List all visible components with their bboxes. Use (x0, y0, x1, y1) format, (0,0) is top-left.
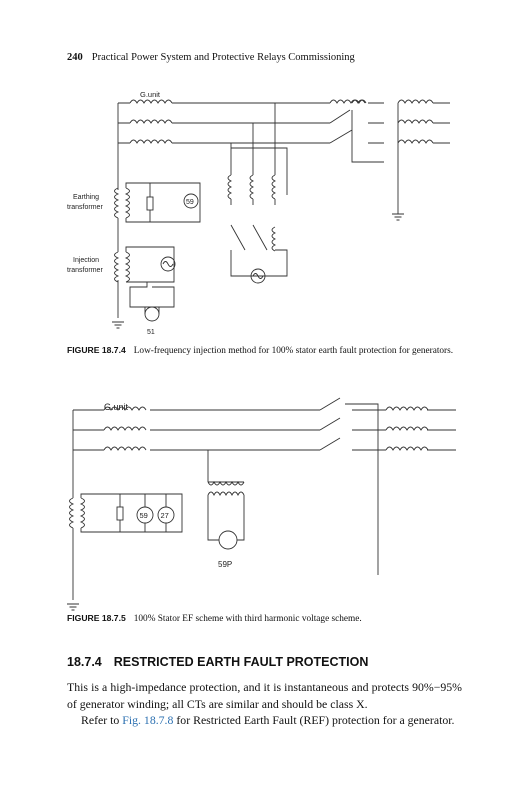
phase-line-3 (118, 140, 450, 143)
vt-connections (231, 103, 287, 195)
resistor (147, 197, 153, 210)
figure-low-frequency-injection-diagram (0, 80, 531, 345)
section-heading (67, 655, 368, 669)
paragraph-2 (67, 712, 462, 729)
relay-51-label: 51 (147, 329, 155, 336)
paragraph-2-text: Refer to (81, 713, 123, 728)
breaker-switches (330, 110, 384, 162)
body-text (67, 679, 462, 729)
running-title: Practical Power System and Protective Relays Commissioning (91, 52, 355, 63)
resistor-2 (117, 507, 123, 520)
relay-51-circle (145, 307, 159, 321)
injection-label-2: transformer (67, 267, 103, 274)
neutral-transformer (70, 498, 74, 528)
vt-windings (228, 175, 275, 199)
section-title: RESTRICTED EARTH FAULT PROTECTION (113, 655, 369, 669)
relay-59p-circle (219, 531, 237, 549)
page-number: 240 (67, 52, 83, 63)
paragraph-2-text-end: for Restricted Earth Fault (REF) protection for a generator. (173, 713, 455, 728)
gen-unit-label: G.unit (140, 90, 161, 99)
earthing-transformer-primary (115, 188, 119, 218)
left-earth (112, 280, 124, 328)
relay-59-label: 59 (186, 199, 194, 206)
figure-label-2: FIGURE 18.7.5 (67, 613, 126, 623)
relay-27-label: 27 (160, 511, 169, 520)
gen-unit-label-2: G.unit (104, 402, 129, 412)
earthing-label: Earthing (73, 194, 100, 201)
section-number: 18.7.4 (67, 655, 102, 669)
phase-line-1 (118, 100, 450, 103)
breaker-switches-2 (320, 398, 378, 575)
figure-stator-ef-diagram (0, 392, 531, 617)
figure-label: FIGURE 18.7.4 (67, 345, 126, 355)
figure-link[interactable]: Fig. 18.7.8 (122, 713, 174, 728)
earthing-label-2: transformer (67, 204, 103, 211)
figure-caption-text: Low-frequency injection method for 100% stator earth fault protection for generators. (133, 346, 454, 356)
left-earth-2 (67, 528, 79, 610)
ct-winding (208, 482, 244, 485)
paragraph-1: This is a high-impedance protection, and it is instantaneous and protects 90%−95% of generator winding; all CTs are similar and should be class X. (67, 680, 462, 711)
figure-caption-text-2: 100% Stator EF scheme with third harmonic voltage scheme. (133, 614, 362, 624)
phase-lines-2 (73, 407, 456, 450)
figure-caption-18-7-5 (67, 612, 461, 625)
relay-59-label-2: 59 (139, 511, 148, 520)
relay-59p-label: 59P (218, 560, 233, 569)
figure-caption-18-7-4 (67, 344, 461, 357)
injection-label: Injection (73, 257, 100, 264)
injection-transformer-primary (115, 252, 119, 282)
phase-line-2 (118, 120, 450, 123)
page-header (67, 52, 355, 63)
